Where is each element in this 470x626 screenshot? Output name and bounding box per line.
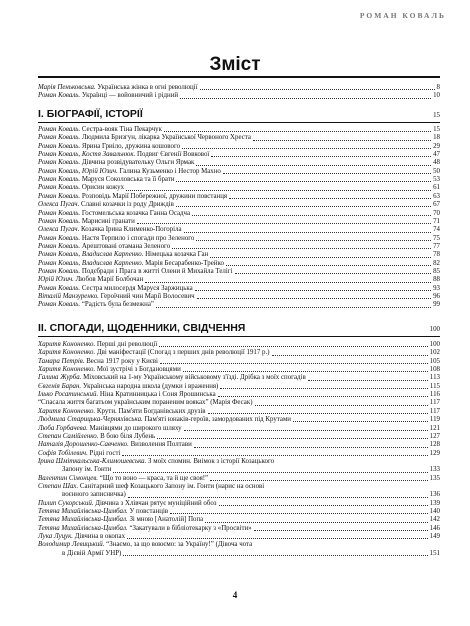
toc-entry-text xyxy=(38,533,125,541)
toc-entry-title: Дівчина з Хлівчан рятує муніційний обоз xyxy=(93,499,217,507)
toc-entry-author: Тетяна Михайлівська-Цимбал. xyxy=(38,524,128,532)
toc-entry-text xyxy=(38,243,170,251)
toc-entry-page: 48 xyxy=(433,159,440,167)
toc-entry-author: Роман Коваль. xyxy=(38,217,81,225)
toc-entry-page: 128 xyxy=(429,441,440,449)
toc-entry-text xyxy=(38,92,178,100)
toc-entry-page: 96 xyxy=(433,293,440,300)
toc-entry-page: 117 xyxy=(429,407,440,415)
toc-entry[interactable] xyxy=(38,159,440,167)
toc-entry-author: Марія Пеньковська. xyxy=(38,84,96,91)
toc-entry-text xyxy=(38,143,180,151)
toc-entry-text xyxy=(38,441,192,449)
toc-entry[interactable] xyxy=(38,475,440,483)
toc-entry-text xyxy=(38,366,181,374)
toc-entry-title: Міховський на 1-му Українському військовому з'їзді. Дрібка з моїх спогадів xyxy=(81,374,306,382)
toc-entry-title: Славні козачки із роду Дриждів xyxy=(79,201,174,209)
toc-entry-page: 99 xyxy=(433,301,440,309)
toc-entry-text xyxy=(38,210,190,218)
dot-leader xyxy=(182,148,431,149)
toc-entry[interactable] xyxy=(38,176,440,184)
toc-entry-page: 116 xyxy=(429,391,440,399)
page-number: 4 xyxy=(232,590,238,600)
toc-entry-page: 149 xyxy=(429,533,440,541)
toc-entry-page: 121 xyxy=(429,424,440,432)
toc-entry-title: Українська жінка в огні революції xyxy=(95,84,198,91)
toc-entry-author: Харитя Кононенко. xyxy=(38,349,96,357)
toc-entry-author: Роман Коваль. xyxy=(38,184,81,192)
dot-leader xyxy=(254,530,428,531)
toc-entry-text xyxy=(38,341,157,349)
dot-leader xyxy=(159,346,427,347)
toc-entry-author: Роман Коваль, Костя Завальнюк. xyxy=(38,151,136,159)
toc-entry-author: Роман Коваль. xyxy=(38,284,81,292)
toc-entry-page: 82 xyxy=(433,259,440,267)
toc-entry[interactable] xyxy=(38,525,440,533)
toc-entry-page: 8 xyxy=(436,84,440,91)
toc-entry[interactable] xyxy=(38,366,440,374)
toc-entry-page: 105 xyxy=(429,357,440,365)
toc-entry-title: Дві маніфестації (Спогад з перших днів революції 1917 р.) xyxy=(95,349,270,357)
title-rule xyxy=(38,76,440,78)
toc-entry-title: Настя Терпило і спогади про Зеленого xyxy=(80,234,195,242)
toc-entry-author: Роман Коваль. xyxy=(38,209,81,217)
toc-entry[interactable] xyxy=(38,268,440,276)
toc-entry-author: Роман Коваль. xyxy=(38,126,81,133)
toc-entry-author: Роман Коваль. xyxy=(38,301,81,309)
toc-entry[interactable] xyxy=(38,458,440,466)
toc-entry[interactable] xyxy=(38,374,440,382)
toc-entry[interactable] xyxy=(38,450,440,458)
toc-entry[interactable] xyxy=(38,358,440,366)
toc-entry-text xyxy=(38,508,168,516)
toc-entry-page: 53 xyxy=(433,176,440,184)
running-head: РОМАН КОВАЛЬ xyxy=(359,11,446,20)
toc-entry-title: Маруся Соколовська та її брати xyxy=(80,176,175,184)
toc-entry-page: 133 xyxy=(429,466,440,474)
toc-entry[interactable] xyxy=(38,260,440,268)
toc-entry-author: Людмила Старицька-Черняхівська. xyxy=(38,416,143,424)
toc-entry-title: Зі мною [Анатолій] Попа xyxy=(127,516,204,524)
toc-entry-page: 115 xyxy=(429,382,440,390)
dot-leader xyxy=(170,513,428,514)
toc-entry-page: 151 xyxy=(429,549,440,557)
toc-entry-author: Харитя Кононенко. xyxy=(38,407,96,415)
dot-leader xyxy=(176,206,431,207)
toc-entry-title: В бою біля Лубень xyxy=(98,432,156,440)
dot-leader xyxy=(210,257,431,258)
dot-leader xyxy=(196,165,431,166)
toc-entry-text xyxy=(38,134,251,142)
toc-entry-author: Люба Горбачева. xyxy=(38,424,88,432)
toc-entry-title: Марія Бесарабенко-Трейко xyxy=(143,259,224,267)
dot-leader xyxy=(126,190,431,191)
toc-entry-title: З моїх спомин. Виімок з історії Козацького xyxy=(146,457,275,465)
dot-leader xyxy=(184,232,432,233)
toc-entry-page: 18 xyxy=(433,134,440,142)
dot-leader xyxy=(156,307,431,308)
toc-entry-page: 78 xyxy=(433,251,440,259)
dot-leader xyxy=(197,298,432,299)
dot-leader xyxy=(272,355,428,356)
section-title: I. БІОГРАФІЇ, ІСТОРІЇ xyxy=(38,108,143,120)
toc-entry-author: Харитя Кононенко. xyxy=(38,366,96,374)
toc-entry-author: Роман Коваль. xyxy=(38,234,81,242)
toc-entry-continuation[interactable] xyxy=(62,491,440,499)
toc-entry-page: 127 xyxy=(429,432,440,440)
toc-entry-title: “Закатували в бібліотекарку з «Просвіти» xyxy=(127,524,252,532)
toc-entry-page: 100 xyxy=(429,341,440,348)
dot-leader xyxy=(183,371,428,372)
toc-entry-title: Дівчина розвідувательку Ольги Ярмак xyxy=(80,159,195,167)
dot-leader xyxy=(113,472,427,473)
toc-entry-author: Роман Коваль, Владислав Карпенко. xyxy=(38,259,144,267)
section-rule xyxy=(38,336,440,337)
toc-entry-title: Весна 1917 року у Києві xyxy=(84,357,158,365)
dot-leader xyxy=(219,505,428,506)
dot-leader xyxy=(172,248,431,249)
toc-entry-text xyxy=(38,525,252,533)
toc-entry[interactable] xyxy=(38,500,440,508)
toc-entry-text xyxy=(38,151,209,159)
toc-entry-title: Козачка Ірина Клименко-Погоріла xyxy=(79,226,182,234)
toc-entry[interactable] xyxy=(38,151,440,159)
section-title: II. СПОГАДИ, ЩОДЕННИКИ, СВІДЧЕННЯ xyxy=(38,322,246,334)
dot-leader xyxy=(229,198,431,199)
toc-entry-page: 102 xyxy=(429,349,440,357)
toc-entry-title: Ніна Кратинницька і Соня Ярошинська xyxy=(98,391,216,399)
toc-entry[interactable] xyxy=(38,416,440,424)
toc-entry-author: Володимир Левицький. xyxy=(38,541,105,549)
toc-entry-page: 146 xyxy=(429,524,440,532)
toc-entry-author: Пилип Сукорський. xyxy=(38,499,94,507)
toc-entry-author: Харитя Кононенко. xyxy=(38,341,96,348)
toc-entry-continuation[interactable] xyxy=(62,466,440,474)
dot-leader xyxy=(308,380,428,381)
dot-leader xyxy=(226,265,431,266)
toc-entry-author: Олекса Пугач. xyxy=(38,226,80,234)
toc-entry[interactable] xyxy=(38,201,440,209)
toc-entry[interactable] xyxy=(38,134,440,142)
dot-leader xyxy=(127,538,428,539)
dot-leader xyxy=(255,405,428,406)
toc-entry-page: 117 xyxy=(429,399,440,407)
toc-entry-page: 108 xyxy=(429,366,440,374)
dot-leader xyxy=(223,173,431,174)
toc-entry-author: Роман Коваль. xyxy=(38,134,81,142)
toc-entry-title: Арештовані отамана Зеленого xyxy=(80,242,171,250)
toc-entry[interactable] xyxy=(38,218,440,226)
toc-entry-page: 74 xyxy=(433,226,440,234)
toc-entry-title: “Спасала життя багатьом українським пораненим вояках” (Марія Фесак) xyxy=(38,399,253,407)
toc-entry-text xyxy=(38,159,194,167)
toc-entry-text xyxy=(38,260,224,268)
toc-entry-text xyxy=(38,285,193,293)
toc-entry-author: Софія Тобілевич. xyxy=(38,449,88,457)
toc-entry-author: Юрій Юзич. xyxy=(38,276,74,284)
toc-entry[interactable] xyxy=(38,383,440,391)
toc-entry-page: 47 xyxy=(433,151,440,159)
toc-entry-page: 71 xyxy=(433,217,440,225)
toc-entry[interactable] xyxy=(38,210,440,218)
toc-entry-title: Пам'яті юнаків-героїв, замордованих під Крутами xyxy=(142,416,291,424)
toc-entry-author: Олекса Пугач. xyxy=(38,201,80,209)
toc-entry-text xyxy=(38,251,208,259)
dot-leader xyxy=(137,223,431,224)
toc-entry-author: Наталія Дорошенко-Савченко. xyxy=(38,441,129,449)
toc-entry-page: 77 xyxy=(433,242,440,250)
toc-entry[interactable] xyxy=(38,276,440,284)
toc-entry-author: Ілько Росатинський. xyxy=(38,391,99,399)
toc-entry-title: Ярина Гриіло, дружина кошового xyxy=(80,142,181,150)
toc-entry-text xyxy=(38,193,227,201)
toc-entry[interactable] xyxy=(38,516,440,524)
toc-entry-text xyxy=(38,383,218,391)
toc-entry-author: Лука Луцук. xyxy=(38,533,74,541)
toc-entry-continuation[interactable] xyxy=(62,550,440,558)
toc-entry-title: Санітарний шеф Козацького Запону ім. Гонти (нарис на основі xyxy=(78,482,265,490)
dot-leader xyxy=(220,388,428,389)
toc-entry-title: Розповідь Марії Побережної, дружини повстанця xyxy=(80,192,228,200)
toc-entry-author: Тамара Петрів. xyxy=(38,357,85,365)
section-page: 100 xyxy=(429,326,440,333)
dot-leader xyxy=(145,282,431,283)
toc-entry-title: Героїчний чин Марії Волосевич xyxy=(98,293,195,300)
toc-entry-page: 70 xyxy=(433,209,440,217)
toc-entry-text xyxy=(38,349,270,357)
toc-entry-author: Ірина Шміткальська-Климошевська. xyxy=(38,457,147,465)
toc-entry-page: 140 xyxy=(429,508,440,515)
toc-entry-title-cont: в Дієвій Армії УНР) xyxy=(62,549,122,557)
toc-entry-title: “Що то воно — краса, та й ще своя!” xyxy=(98,474,209,482)
dot-leader xyxy=(211,156,431,157)
toc-entry-text xyxy=(38,235,194,243)
toc-entry-author: Роман Коваль. xyxy=(38,176,81,184)
toc-entry-title: Рідні гості xyxy=(87,449,121,457)
toc-entry-page: 113 xyxy=(429,374,440,382)
toc-entry-author: Віталій Манзуренко. xyxy=(38,293,99,300)
toc-entry-author: Галина Журба. xyxy=(38,374,82,382)
toc-entry-title: “Знаємо, за що воюємо: за Україну!” (Дівоча чота xyxy=(104,541,253,549)
toc-entry-text xyxy=(38,391,216,399)
toc-entry-page: 88 xyxy=(433,276,440,284)
toc-entry-page: 85 xyxy=(433,267,440,275)
toc-entry[interactable] xyxy=(38,92,440,100)
toc-entry-page: 50 xyxy=(433,167,440,175)
toc-entry-author: Євгенія Баран. xyxy=(38,382,82,390)
toc-entry-title: Подвиг Євгенії Вовкової xyxy=(135,151,210,159)
toc-entry[interactable] xyxy=(38,425,440,433)
dot-leader xyxy=(184,430,428,431)
toc-entry-author: Роман Коваль. xyxy=(38,192,81,200)
toc-entry-author: Степан Самійленко. xyxy=(38,432,99,440)
toc-entry[interactable] xyxy=(38,226,440,234)
toc-entry[interactable] xyxy=(38,508,440,516)
dot-leader xyxy=(210,480,428,481)
toc-entry-title: Гостомельська козачка Ганна Осадча xyxy=(80,209,191,217)
toc-entry-title: Українці — войовничий і рідний xyxy=(80,92,179,100)
toc-entry-title: Перші дні революції xyxy=(95,341,158,348)
dot-leader xyxy=(218,396,428,397)
toc-entry-text xyxy=(38,374,306,382)
dot-leader xyxy=(180,98,431,99)
dot-leader xyxy=(208,413,428,414)
toc-entry-page: 93 xyxy=(433,284,440,292)
toc-entry-text xyxy=(38,433,155,441)
dot-leader xyxy=(192,215,431,216)
toc-entry-title: Галина Кузьменко і Нестор Махно xyxy=(117,167,221,175)
toc-entry-text xyxy=(38,168,221,176)
toc-entry-title: Німецька козачка Ган xyxy=(143,251,209,259)
toc-entry-author: Тетяна Михайлівська-Цимбал. xyxy=(38,508,128,515)
toc-entry[interactable] xyxy=(38,126,440,134)
section-rule xyxy=(38,122,440,123)
toc-entry[interactable] xyxy=(38,293,440,301)
toc-entry-text xyxy=(38,399,253,407)
toc-entry-text xyxy=(38,84,198,92)
toc-entry[interactable] xyxy=(38,391,440,399)
dot-leader xyxy=(235,273,432,274)
toc-entry[interactable] xyxy=(38,441,440,449)
toc-entry-text xyxy=(38,268,233,276)
toc-entry-text xyxy=(38,176,174,184)
toc-entry-text xyxy=(38,201,174,209)
toc-entry-title-cont: Запону ім. Гонти xyxy=(62,466,112,474)
toc-entry-text xyxy=(38,408,206,416)
toc-entry-page: 67 xyxy=(433,201,440,209)
toc-entry-author: Роман Коваль. xyxy=(38,92,81,100)
toc-entry[interactable] xyxy=(38,235,440,243)
toc-entry-page: 136 xyxy=(429,491,440,499)
toc-entry-text xyxy=(38,425,182,433)
toc-entry-text xyxy=(38,450,120,458)
toc-entry-page: 75 xyxy=(433,234,440,242)
toc-entry-author: Роман Коваль. xyxy=(38,159,81,167)
toc-entry-page: 61 xyxy=(433,184,440,192)
toc-entry[interactable] xyxy=(38,483,440,491)
toc-entry-text xyxy=(38,541,252,549)
toc-entry[interactable] xyxy=(38,84,440,92)
toc-entry-title: Мої зустрічі з Богдановцями xyxy=(95,366,181,374)
toc-entry-text xyxy=(38,483,264,491)
toc-entry-title: Подєбради і Прага в житті Олени й Михайла Телігі xyxy=(80,267,233,275)
toc-entry-page: 119 xyxy=(429,416,440,424)
toc-entry-text xyxy=(38,226,182,234)
toc-entry-title: Українська народна школа (думки і враження) xyxy=(81,382,219,390)
toc-entry[interactable] xyxy=(38,533,440,541)
toc-entry-title: У повстанців xyxy=(127,508,169,515)
dot-leader xyxy=(160,363,428,364)
toc-entry-title: Манівцями до широкого шляху xyxy=(87,424,182,432)
section-page: 15 xyxy=(433,112,440,119)
toc-entry-author: Степан Шах. xyxy=(38,482,79,490)
toc-entry-text xyxy=(38,500,217,508)
dot-leader xyxy=(128,497,428,498)
toc-entry-title: Дівчина в окопах xyxy=(73,533,126,541)
toc-entry-text xyxy=(38,293,195,301)
toc-entry-text xyxy=(38,126,162,134)
toc-entry[interactable] xyxy=(38,193,440,201)
toc-entry[interactable] xyxy=(38,341,440,349)
toc-entry-page: 63 xyxy=(433,192,440,200)
toc-entry[interactable] xyxy=(38,143,440,151)
toc-entry-title: Сестра-вояк Тіна Пекарчук xyxy=(80,126,162,133)
toc-entry-title: Орисин кожух xyxy=(80,184,125,192)
toc-entry-text xyxy=(38,218,135,226)
toc-entry-page: 29 xyxy=(433,142,440,150)
toc-entry-text xyxy=(38,184,124,192)
dot-leader xyxy=(253,140,431,141)
toc-entry[interactable] xyxy=(38,184,440,192)
toc-entry-author: Валентин Сімонцев. xyxy=(38,474,99,482)
toc-entry[interactable] xyxy=(38,285,440,293)
toc-entry[interactable] xyxy=(38,301,440,309)
toc-entry-title: Визволення Полтави xyxy=(128,441,192,449)
toc-entry[interactable] xyxy=(38,399,440,407)
section-heading[interactable] xyxy=(38,322,440,334)
toc-entry-author: Тетяна Михайлівська-Цимбал. xyxy=(38,516,128,524)
toc-entry[interactable] xyxy=(38,243,440,251)
toc-entry-author: Роман Коваль, Владислав Карпенко. xyxy=(38,251,144,259)
toc-entry-title: “Радість була безмежна” xyxy=(80,301,154,309)
toc-entry-title: Марисині гранати xyxy=(80,217,135,225)
toc-entry-title: Людмила Бризгун, лікарка Української Червоного Хреста xyxy=(80,134,251,142)
toc-entry-text xyxy=(38,516,203,524)
dot-leader xyxy=(293,421,428,422)
toc-entry-text xyxy=(38,475,208,483)
toc-entry-page: 129 xyxy=(429,449,440,457)
toc-entry[interactable] xyxy=(38,251,440,259)
dot-leader xyxy=(157,438,427,439)
section-heading[interactable] xyxy=(38,108,440,120)
toc-entry-text xyxy=(38,276,143,284)
toc-entry-page: 135 xyxy=(429,474,440,482)
toc-entry-text xyxy=(38,358,158,366)
toc-entry-text xyxy=(38,301,154,309)
dot-leader xyxy=(195,290,431,291)
toc-entry-author: Роман Коваль. xyxy=(38,242,81,250)
toc-entry-author: Роман Коваль. xyxy=(38,267,81,275)
toc-entry-author: Роман Коваль. xyxy=(38,142,81,150)
toc-entry[interactable] xyxy=(38,541,440,549)
dot-leader xyxy=(122,455,427,456)
toc-entry[interactable] xyxy=(38,168,440,176)
dot-leader xyxy=(196,240,431,241)
dot-leader xyxy=(123,555,427,556)
toc-entry-text xyxy=(38,416,291,424)
dot-leader xyxy=(164,131,431,132)
toc-entry-page: 10 xyxy=(433,92,440,100)
dot-leader xyxy=(176,181,431,182)
page-title: Зміст xyxy=(209,54,261,75)
toc-entry[interactable] xyxy=(38,433,440,441)
toc-entry[interactable] xyxy=(38,349,440,357)
toc-entry-page: 15 xyxy=(433,126,440,133)
toc-entry-title: Сестра милосердя Маруся Заржицька xyxy=(80,284,193,292)
toc-entry-page: 142 xyxy=(429,516,440,524)
toc-entry[interactable] xyxy=(38,408,440,416)
dot-leader xyxy=(205,522,427,523)
dot-leader xyxy=(194,447,428,448)
toc-entry-text xyxy=(38,458,274,466)
toc-entry-page: 139 xyxy=(429,499,440,507)
toc-entry-title: Крути. Пам'яти Богданівських друзів xyxy=(95,407,206,415)
toc-entry-title-cont: воєнного записничка) xyxy=(62,491,126,499)
toc-entry-title: Любов Марії Болбочан xyxy=(73,276,144,284)
toc-entry-author: Роман Коваль, Юрій Юзич. xyxy=(38,167,118,175)
dot-leader xyxy=(200,89,435,90)
